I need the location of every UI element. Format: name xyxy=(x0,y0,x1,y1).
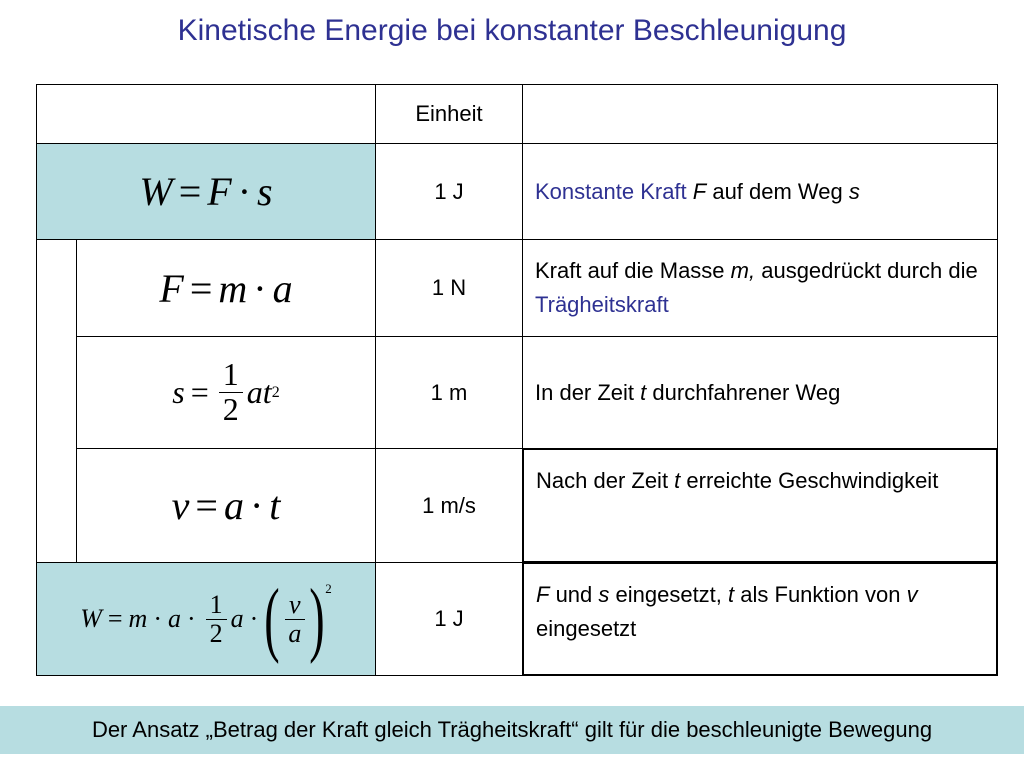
description-text: auf dem Weg xyxy=(706,178,843,204)
fraction-denominator: 2 xyxy=(209,618,223,648)
formula-operator: · xyxy=(153,604,162,633)
formula-force xyxy=(76,239,376,337)
formula-symbol: m xyxy=(218,265,248,311)
description-text: s xyxy=(598,582,610,607)
formula-symbol: a xyxy=(230,604,244,633)
description-text: eingesetzt xyxy=(536,616,637,641)
description-text: t xyxy=(640,379,647,405)
unit-cell xyxy=(375,336,523,449)
formula-operator: · xyxy=(249,483,264,528)
formula-kinetic-energy xyxy=(36,562,376,676)
description-text: F xyxy=(536,582,550,607)
formula-table xyxy=(36,84,998,676)
unit-value: 1 N xyxy=(431,275,467,300)
description-text: In der Zeit xyxy=(535,379,641,405)
unit-cell xyxy=(375,143,523,240)
description-text: durchfahrener Weg xyxy=(646,379,841,405)
footer-note: Der Ansatz „Betrag der Kraft gleich Trägheitskraft“ gilt für die beschleunigte Bewegung xyxy=(0,706,1024,754)
formula-symbol: F xyxy=(159,265,184,311)
formula-symbol: a xyxy=(223,483,244,528)
fraction-numerator: 1 xyxy=(206,591,227,619)
formula-operator: = xyxy=(107,604,123,633)
left-paren: ( xyxy=(264,572,281,665)
unit-value: 1 m/s xyxy=(422,492,476,518)
description-text: eingesetzt, xyxy=(609,582,729,607)
fraction xyxy=(219,358,243,426)
formula-operator: = xyxy=(195,483,218,528)
fraction xyxy=(284,591,305,647)
description-text: m, xyxy=(730,258,756,283)
unit-cell xyxy=(375,562,523,676)
formula-operator: · xyxy=(249,604,259,633)
description-cell xyxy=(522,143,998,240)
formula-symbol: W xyxy=(139,169,173,214)
formula-operator: · xyxy=(186,604,196,633)
header-desc-cell xyxy=(522,84,998,144)
formula-symbol: t xyxy=(269,483,281,528)
formula-operator: = xyxy=(190,374,209,410)
unit-value: 1 m xyxy=(430,379,468,405)
unit-cell xyxy=(375,448,523,563)
description-text: und xyxy=(549,582,599,607)
formula-symbol: a xyxy=(167,604,181,633)
formula-operator: · xyxy=(237,169,252,214)
formula-exponent: 2 xyxy=(271,383,280,401)
description-text: Nach der Zeit xyxy=(536,468,675,493)
unit-value: 1 J xyxy=(434,606,464,631)
description-cell xyxy=(522,239,998,337)
formula-symbol: W xyxy=(80,604,102,633)
fraction-denominator: a xyxy=(288,618,302,648)
formula-symbol: a xyxy=(272,265,293,311)
fraction-numerator: v xyxy=(285,591,305,619)
description-text: t xyxy=(728,582,735,607)
unit-cell xyxy=(375,239,523,337)
formula-symbol: s xyxy=(172,374,185,410)
description-text: s xyxy=(842,178,860,204)
fraction xyxy=(206,591,227,647)
indent-column xyxy=(36,239,77,563)
description-text: F xyxy=(686,178,707,204)
fraction-numerator: 1 xyxy=(219,358,243,393)
formula-velocity xyxy=(76,448,376,563)
formula-symbol: m xyxy=(128,604,148,633)
description-text: Kraft auf die Masse xyxy=(535,258,731,283)
formula-distance xyxy=(76,336,376,449)
slide-title: Kinetische Energie bei konstanter Beschleunigung xyxy=(177,14,847,47)
formula-exponent: 2 xyxy=(325,581,332,596)
description-cell xyxy=(522,448,998,563)
formula-symbol: F xyxy=(207,169,232,214)
formula-work xyxy=(36,143,376,240)
header-empty-cell xyxy=(36,84,376,144)
formula-operator: = xyxy=(189,265,213,311)
formula-symbol: at xyxy=(246,374,272,410)
formula-operator: = xyxy=(178,169,202,214)
description-text: Konstante Kraft xyxy=(535,178,687,204)
header-unit-cell xyxy=(375,84,523,144)
description-text: erreichte Geschwindigkeit xyxy=(680,468,939,493)
description-text: t xyxy=(674,468,681,493)
description-text: v xyxy=(906,582,918,607)
formula-symbol: s xyxy=(257,169,273,214)
unit-header-label: Einheit xyxy=(415,101,483,126)
description-text: als Funktion von xyxy=(734,582,907,607)
fraction-denominator: 2 xyxy=(222,391,239,427)
description-cell xyxy=(522,336,998,449)
unit-value: 1 J xyxy=(434,178,464,204)
right-paren: ) xyxy=(309,572,326,665)
description-text: ausgedrückt durch die xyxy=(755,258,978,283)
description-cell xyxy=(522,562,998,676)
formula-symbol: v xyxy=(171,483,190,528)
formula-operator: · xyxy=(253,265,267,311)
description-text: Trägheitskraft xyxy=(535,292,669,317)
